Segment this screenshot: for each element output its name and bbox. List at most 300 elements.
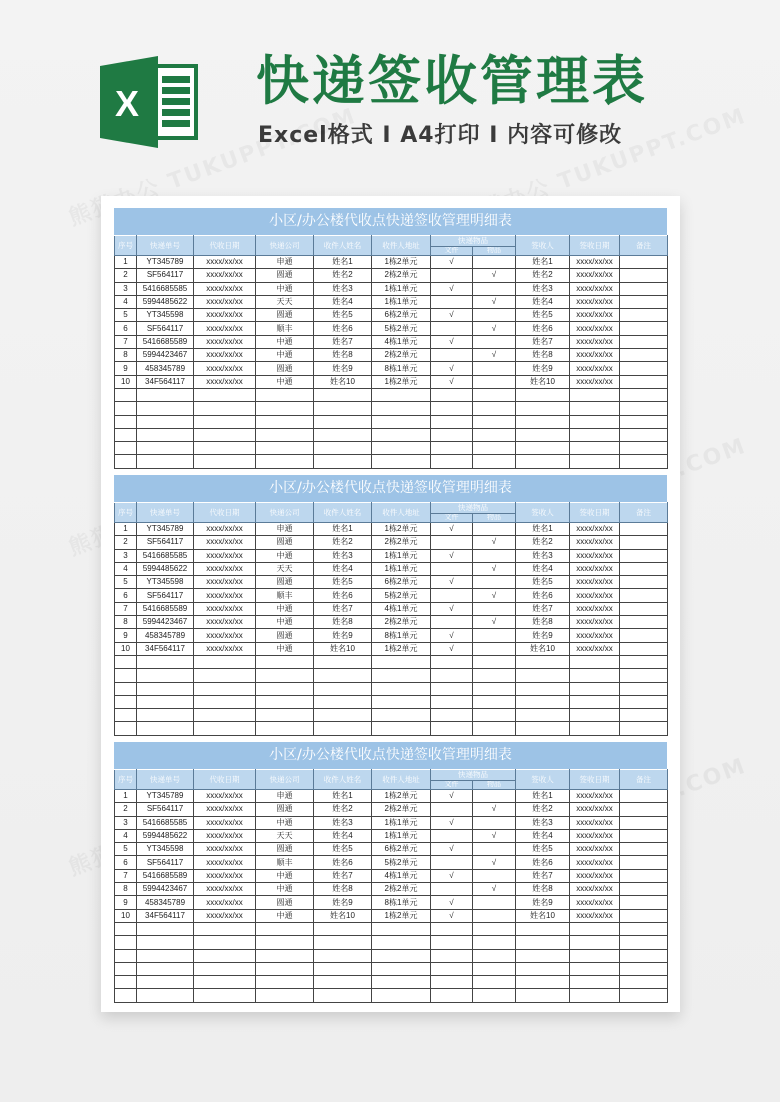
cell-sign-date-empty[interactable]: [570, 709, 620, 722]
cell-seq-empty[interactable]: [115, 455, 137, 468]
cell-document-check[interactable]: √: [431, 790, 473, 803]
cell-signer-empty[interactable]: [516, 709, 570, 722]
cell-tracking-no[interactable]: YT345789: [137, 256, 194, 269]
cell-remark[interactable]: [620, 856, 668, 869]
cell-recipient-name-empty[interactable]: [314, 976, 372, 989]
cell-receive-date[interactable]: xxxx/xx/xx: [194, 642, 256, 655]
cell-document-check[interactable]: √: [431, 602, 473, 615]
cell-courier[interactable]: 天天: [256, 829, 314, 842]
cell-signer[interactable]: 姓名6: [516, 589, 570, 602]
cell-remark[interactable]: [620, 883, 668, 896]
cell-seq[interactable]: 4: [115, 295, 137, 308]
cell-tracking-no[interactable]: SF564117: [137, 589, 194, 602]
cell-courier[interactable]: 申通: [256, 256, 314, 269]
cell-remark[interactable]: [620, 816, 668, 829]
cell-seq[interactable]: 4: [115, 829, 137, 842]
cell-recipient-name[interactable]: 姓名2: [314, 269, 372, 282]
cell-signer[interactable]: 姓名10: [516, 375, 570, 388]
cell-seq-empty[interactable]: [115, 442, 137, 455]
cell-signer[interactable]: 姓名5: [516, 843, 570, 856]
cell-seq-empty[interactable]: [115, 989, 137, 1002]
cell-document-check[interactable]: √: [431, 523, 473, 536]
cell-sign-date-empty[interactable]: [570, 669, 620, 682]
cell-recipient-address-empty[interactable]: [372, 962, 431, 975]
cell-sign-date-empty[interactable]: [570, 402, 620, 415]
cell-recipient-name-empty[interactable]: [314, 709, 372, 722]
cell-signer-empty[interactable]: [516, 949, 570, 962]
cell-remark-empty[interactable]: [620, 415, 668, 428]
cell-courier[interactable]: 圆通: [256, 576, 314, 589]
cell-signer-empty[interactable]: [516, 428, 570, 441]
cell-remark-empty[interactable]: [620, 695, 668, 708]
cell-sign-date-empty[interactable]: [570, 922, 620, 935]
cell-sign-date[interactable]: xxxx/xx/xx: [570, 309, 620, 322]
cell-tracking-no-empty[interactable]: [137, 388, 194, 401]
cell-recipient-address[interactable]: 2栋2单元: [372, 616, 431, 629]
cell-remark[interactable]: [620, 642, 668, 655]
cell-courier-empty[interactable]: [256, 936, 314, 949]
cell-receive-date[interactable]: xxxx/xx/xx: [194, 816, 256, 829]
cell-seq[interactable]: 9: [115, 362, 137, 375]
cell-remark[interactable]: [620, 869, 668, 882]
cell-tracking-no[interactable]: 34F564117: [137, 909, 194, 922]
cell-receive-date[interactable]: xxxx/xx/xx: [194, 322, 256, 335]
cell-courier[interactable]: 顺丰: [256, 856, 314, 869]
cell-recipient-name[interactable]: 姓名7: [314, 869, 372, 882]
cell-remark-empty[interactable]: [620, 989, 668, 1002]
cell-recipient-address[interactable]: 4栋1单元: [372, 869, 431, 882]
cell-seq[interactable]: 3: [115, 816, 137, 829]
cell-courier[interactable]: 圆通: [256, 843, 314, 856]
cell-remark[interactable]: [620, 375, 668, 388]
cell-goods-check-empty[interactable]: [473, 669, 516, 682]
cell-goods-check[interactable]: √: [473, 562, 516, 575]
cell-receive-date-empty[interactable]: [194, 695, 256, 708]
cell-courier[interactable]: 中通: [256, 909, 314, 922]
cell-signer[interactable]: 姓名4: [516, 295, 570, 308]
cell-recipient-name[interactable]: 姓名10: [314, 642, 372, 655]
cell-document-check[interactable]: [431, 856, 473, 869]
cell-recipient-address[interactable]: 2栋2单元: [372, 803, 431, 816]
cell-remark-empty[interactable]: [620, 682, 668, 695]
cell-goods-check[interactable]: √: [473, 295, 516, 308]
cell-remark[interactable]: [620, 803, 668, 816]
cell-signer[interactable]: 姓名5: [516, 576, 570, 589]
cell-sign-date[interactable]: xxxx/xx/xx: [570, 642, 620, 655]
cell-sign-date[interactable]: xxxx/xx/xx: [570, 629, 620, 642]
cell-goods-check-empty[interactable]: [473, 722, 516, 735]
cell-signer[interactable]: 姓名1: [516, 523, 570, 536]
cell-recipient-address[interactable]: 4栋1单元: [372, 335, 431, 348]
cell-signer[interactable]: 姓名6: [516, 322, 570, 335]
cell-document-check[interactable]: [431, 295, 473, 308]
cell-goods-check-empty[interactable]: [473, 428, 516, 441]
cell-seq-empty[interactable]: [115, 428, 137, 441]
cell-remark[interactable]: [620, 282, 668, 295]
cell-goods-check[interactable]: [473, 602, 516, 615]
cell-signer-empty[interactable]: [516, 962, 570, 975]
cell-remark-empty[interactable]: [620, 962, 668, 975]
cell-tracking-no-empty[interactable]: [137, 655, 194, 668]
cell-courier-empty[interactable]: [256, 962, 314, 975]
cell-recipient-name[interactable]: 姓名9: [314, 362, 372, 375]
cell-goods-check-empty[interactable]: [473, 989, 516, 1002]
cell-seq[interactable]: 1: [115, 256, 137, 269]
cell-remark[interactable]: [620, 322, 668, 335]
cell-document-check[interactable]: [431, 803, 473, 816]
cell-signer[interactable]: 姓名3: [516, 282, 570, 295]
cell-courier-empty[interactable]: [256, 388, 314, 401]
cell-receive-date[interactable]: xxxx/xx/xx: [194, 576, 256, 589]
cell-recipient-name-empty[interactable]: [314, 922, 372, 935]
cell-document-check[interactable]: √: [431, 816, 473, 829]
cell-receive-date-empty[interactable]: [194, 402, 256, 415]
cell-signer[interactable]: 姓名8: [516, 616, 570, 629]
cell-sign-date[interactable]: xxxx/xx/xx: [570, 562, 620, 575]
cell-goods-check[interactable]: [473, 896, 516, 909]
cell-tracking-no-empty[interactable]: [137, 962, 194, 975]
cell-remark-empty[interactable]: [620, 976, 668, 989]
cell-recipient-address-empty[interactable]: [372, 936, 431, 949]
cell-sign-date-empty[interactable]: [570, 415, 620, 428]
cell-document-check-empty[interactable]: [431, 669, 473, 682]
cell-recipient-name[interactable]: 姓名8: [314, 616, 372, 629]
cell-sign-date[interactable]: xxxx/xx/xx: [570, 909, 620, 922]
cell-courier-empty[interactable]: [256, 442, 314, 455]
cell-recipient-address-empty[interactable]: [372, 722, 431, 735]
cell-recipient-address[interactable]: 1栋2单元: [372, 523, 431, 536]
cell-document-check[interactable]: √: [431, 362, 473, 375]
cell-receive-date[interactable]: xxxx/xx/xx: [194, 843, 256, 856]
cell-seq-empty[interactable]: [115, 936, 137, 949]
cell-recipient-address-empty[interactable]: [372, 976, 431, 989]
cell-remark-empty[interactable]: [620, 442, 668, 455]
cell-signer[interactable]: 姓名7: [516, 335, 570, 348]
cell-sign-date[interactable]: xxxx/xx/xx: [570, 256, 620, 269]
cell-recipient-name[interactable]: 姓名6: [314, 589, 372, 602]
cell-remark-empty[interactable]: [620, 922, 668, 935]
cell-sign-date-empty[interactable]: [570, 388, 620, 401]
cell-recipient-name-empty[interactable]: [314, 722, 372, 735]
cell-recipient-name[interactable]: 姓名8: [314, 883, 372, 896]
cell-recipient-address[interactable]: 5栋2单元: [372, 856, 431, 869]
cell-sign-date[interactable]: xxxx/xx/xx: [570, 869, 620, 882]
cell-seq[interactable]: 5: [115, 576, 137, 589]
cell-remark-empty[interactable]: [620, 722, 668, 735]
cell-signer-empty[interactable]: [516, 682, 570, 695]
cell-document-check[interactable]: [431, 349, 473, 362]
cell-goods-check[interactable]: [473, 816, 516, 829]
cell-recipient-name[interactable]: 姓名2: [314, 536, 372, 549]
cell-sign-date[interactable]: xxxx/xx/xx: [570, 335, 620, 348]
cell-document-check-empty[interactable]: [431, 388, 473, 401]
cell-recipient-name-empty[interactable]: [314, 669, 372, 682]
cell-seq[interactable]: 8: [115, 349, 137, 362]
cell-receive-date[interactable]: xxxx/xx/xx: [194, 549, 256, 562]
cell-goods-check-empty[interactable]: [473, 442, 516, 455]
cell-courier[interactable]: 中通: [256, 602, 314, 615]
cell-receive-date[interactable]: xxxx/xx/xx: [194, 562, 256, 575]
cell-remark[interactable]: [620, 602, 668, 615]
cell-signer[interactable]: 姓名3: [516, 816, 570, 829]
cell-goods-check[interactable]: [473, 523, 516, 536]
cell-courier[interactable]: 圆通: [256, 803, 314, 816]
cell-sign-date-empty[interactable]: [570, 682, 620, 695]
cell-courier-empty[interactable]: [256, 655, 314, 668]
cell-goods-check[interactable]: √: [473, 856, 516, 869]
cell-tracking-no[interactable]: SF564117: [137, 856, 194, 869]
cell-receive-date-empty[interactable]: [194, 669, 256, 682]
cell-document-check-empty[interactable]: [431, 655, 473, 668]
cell-goods-check[interactable]: √: [473, 322, 516, 335]
cell-sign-date[interactable]: xxxx/xx/xx: [570, 589, 620, 602]
cell-document-check-empty[interactable]: [431, 936, 473, 949]
cell-sign-date-empty[interactable]: [570, 455, 620, 468]
cell-goods-check-empty[interactable]: [473, 709, 516, 722]
cell-document-check[interactable]: √: [431, 282, 473, 295]
cell-tracking-no[interactable]: SF564117: [137, 322, 194, 335]
cell-tracking-no[interactable]: 5416685589: [137, 335, 194, 348]
cell-signer[interactable]: 姓名2: [516, 269, 570, 282]
cell-goods-check[interactable]: √: [473, 349, 516, 362]
cell-courier-empty[interactable]: [256, 695, 314, 708]
cell-signer[interactable]: 姓名5: [516, 309, 570, 322]
cell-courier-empty[interactable]: [256, 669, 314, 682]
cell-receive-date[interactable]: xxxx/xx/xx: [194, 616, 256, 629]
cell-document-check[interactable]: √: [431, 869, 473, 882]
cell-document-check[interactable]: √: [431, 576, 473, 589]
cell-sign-date[interactable]: xxxx/xx/xx: [570, 829, 620, 842]
cell-receive-date[interactable]: xxxx/xx/xx: [194, 896, 256, 909]
cell-goods-check[interactable]: [473, 309, 516, 322]
cell-document-check[interactable]: √: [431, 309, 473, 322]
cell-document-check[interactable]: √: [431, 909, 473, 922]
cell-recipient-name[interactable]: 姓名4: [314, 295, 372, 308]
cell-seq[interactable]: 10: [115, 909, 137, 922]
cell-sign-date-empty[interactable]: [570, 936, 620, 949]
cell-goods-check[interactable]: [473, 869, 516, 882]
cell-remark-empty[interactable]: [620, 669, 668, 682]
cell-goods-check[interactable]: [473, 629, 516, 642]
cell-courier[interactable]: 顺丰: [256, 322, 314, 335]
cell-sign-date[interactable]: xxxx/xx/xx: [570, 576, 620, 589]
cell-recipient-address-empty[interactable]: [372, 415, 431, 428]
cell-sign-date-empty[interactable]: [570, 976, 620, 989]
cell-courier[interactable]: 中通: [256, 375, 314, 388]
cell-remark[interactable]: [620, 843, 668, 856]
cell-recipient-address[interactable]: 2栋2单元: [372, 349, 431, 362]
cell-tracking-no[interactable]: 5416685589: [137, 869, 194, 882]
cell-recipient-name[interactable]: 姓名9: [314, 629, 372, 642]
cell-seq-empty[interactable]: [115, 722, 137, 735]
cell-seq-empty[interactable]: [115, 695, 137, 708]
cell-recipient-name-empty[interactable]: [314, 949, 372, 962]
cell-recipient-address[interactable]: 5栋2单元: [372, 322, 431, 335]
cell-document-check-empty[interactable]: [431, 415, 473, 428]
cell-goods-check-empty[interactable]: [473, 655, 516, 668]
cell-receive-date[interactable]: xxxx/xx/xx: [194, 790, 256, 803]
cell-tracking-no-empty[interactable]: [137, 722, 194, 735]
cell-seq[interactable]: 8: [115, 616, 137, 629]
cell-recipient-address[interactable]: 1栋2单元: [372, 642, 431, 655]
cell-document-check[interactable]: [431, 322, 473, 335]
cell-tracking-no-empty[interactable]: [137, 682, 194, 695]
cell-goods-check[interactable]: [473, 549, 516, 562]
cell-remark[interactable]: [620, 295, 668, 308]
cell-recipient-address-empty[interactable]: [372, 669, 431, 682]
cell-receive-date[interactable]: xxxx/xx/xx: [194, 629, 256, 642]
cell-recipient-name-empty[interactable]: [314, 455, 372, 468]
cell-tracking-no[interactable]: YT345789: [137, 523, 194, 536]
cell-recipient-name[interactable]: 姓名8: [314, 349, 372, 362]
cell-remark-empty[interactable]: [620, 428, 668, 441]
cell-courier[interactable]: 圆通: [256, 536, 314, 549]
cell-signer-empty[interactable]: [516, 976, 570, 989]
cell-recipient-name[interactable]: 姓名4: [314, 562, 372, 575]
cell-recipient-address[interactable]: 1栋2单元: [372, 790, 431, 803]
cell-recipient-name-empty[interactable]: [314, 655, 372, 668]
cell-courier[interactable]: 中通: [256, 816, 314, 829]
cell-tracking-no-empty[interactable]: [137, 415, 194, 428]
cell-recipient-address[interactable]: 1栋1单元: [372, 562, 431, 575]
cell-tracking-no-empty[interactable]: [137, 402, 194, 415]
cell-seq[interactable]: 3: [115, 282, 137, 295]
cell-recipient-address[interactable]: 2栋2单元: [372, 536, 431, 549]
cell-seq-empty[interactable]: [115, 922, 137, 935]
cell-signer[interactable]: 姓名8: [516, 349, 570, 362]
cell-courier[interactable]: 天天: [256, 295, 314, 308]
cell-remark[interactable]: [620, 616, 668, 629]
cell-courier[interactable]: 中通: [256, 616, 314, 629]
cell-recipient-name-empty[interactable]: [314, 442, 372, 455]
cell-sign-date[interactable]: xxxx/xx/xx: [570, 349, 620, 362]
cell-goods-check[interactable]: √: [473, 536, 516, 549]
cell-courier-empty[interactable]: [256, 682, 314, 695]
cell-recipient-name[interactable]: 姓名1: [314, 523, 372, 536]
cell-courier-empty[interactable]: [256, 455, 314, 468]
cell-signer[interactable]: 姓名2: [516, 536, 570, 549]
cell-goods-check[interactable]: √: [473, 269, 516, 282]
cell-signer[interactable]: 姓名9: [516, 896, 570, 909]
cell-signer[interactable]: 姓名10: [516, 909, 570, 922]
cell-remark[interactable]: [620, 335, 668, 348]
cell-recipient-name[interactable]: 姓名10: [314, 909, 372, 922]
cell-goods-check-empty[interactable]: [473, 402, 516, 415]
cell-document-check[interactable]: √: [431, 896, 473, 909]
cell-recipient-name[interactable]: 姓名7: [314, 335, 372, 348]
cell-courier-empty[interactable]: [256, 428, 314, 441]
cell-tracking-no-empty[interactable]: [137, 442, 194, 455]
cell-tracking-no[interactable]: 5994485622: [137, 562, 194, 575]
cell-receive-date[interactable]: xxxx/xx/xx: [194, 295, 256, 308]
cell-goods-check-empty[interactable]: [473, 976, 516, 989]
cell-seq[interactable]: 1: [115, 790, 137, 803]
cell-remark[interactable]: [620, 256, 668, 269]
cell-recipient-name[interactable]: 姓名5: [314, 576, 372, 589]
cell-seq[interactable]: 2: [115, 803, 137, 816]
cell-receive-date-empty[interactable]: [194, 922, 256, 935]
cell-courier[interactable]: 中通: [256, 869, 314, 882]
cell-recipient-address[interactable]: 1栋1单元: [372, 549, 431, 562]
cell-seq[interactable]: 9: [115, 896, 137, 909]
cell-signer-empty[interactable]: [516, 655, 570, 668]
cell-document-check[interactable]: √: [431, 642, 473, 655]
cell-document-check[interactable]: [431, 536, 473, 549]
cell-remark[interactable]: [620, 562, 668, 575]
cell-receive-date-empty[interactable]: [194, 949, 256, 962]
cell-receive-date[interactable]: xxxx/xx/xx: [194, 375, 256, 388]
cell-receive-date-empty[interactable]: [194, 989, 256, 1002]
cell-goods-check-empty[interactable]: [473, 388, 516, 401]
cell-receive-date[interactable]: xxxx/xx/xx: [194, 256, 256, 269]
cell-receive-date[interactable]: xxxx/xx/xx: [194, 523, 256, 536]
cell-receive-date[interactable]: xxxx/xx/xx: [194, 883, 256, 896]
cell-recipient-name[interactable]: 姓名2: [314, 803, 372, 816]
cell-goods-check[interactable]: [473, 909, 516, 922]
cell-receive-date-empty[interactable]: [194, 936, 256, 949]
cell-document-check[interactable]: √: [431, 549, 473, 562]
cell-seq-empty[interactable]: [115, 682, 137, 695]
cell-tracking-no[interactable]: 34F564117: [137, 375, 194, 388]
cell-recipient-name[interactable]: 姓名6: [314, 856, 372, 869]
cell-signer[interactable]: 姓名6: [516, 856, 570, 869]
cell-remark[interactable]: [620, 576, 668, 589]
cell-receive-date-empty[interactable]: [194, 415, 256, 428]
cell-recipient-name[interactable]: 姓名10: [314, 375, 372, 388]
cell-receive-date[interactable]: xxxx/xx/xx: [194, 335, 256, 348]
cell-goods-check[interactable]: √: [473, 829, 516, 842]
cell-recipient-address[interactable]: 1栋2单元: [372, 375, 431, 388]
cell-tracking-no[interactable]: 5994423467: [137, 616, 194, 629]
cell-signer-empty[interactable]: [516, 922, 570, 935]
cell-remark[interactable]: [620, 523, 668, 536]
cell-signer[interactable]: 姓名10: [516, 642, 570, 655]
cell-seq-empty[interactable]: [115, 962, 137, 975]
cell-goods-check-empty[interactable]: [473, 922, 516, 935]
cell-receive-date[interactable]: xxxx/xx/xx: [194, 602, 256, 615]
cell-seq[interactable]: 5: [115, 843, 137, 856]
cell-signer-empty[interactable]: [516, 415, 570, 428]
cell-signer[interactable]: 姓名2: [516, 803, 570, 816]
cell-remark-empty[interactable]: [620, 655, 668, 668]
cell-receive-date[interactable]: xxxx/xx/xx: [194, 589, 256, 602]
cell-courier[interactable]: 申通: [256, 523, 314, 536]
cell-tracking-no[interactable]: 458345789: [137, 629, 194, 642]
cell-seq[interactable]: 3: [115, 549, 137, 562]
cell-seq-empty[interactable]: [115, 655, 137, 668]
cell-receive-date-empty[interactable]: [194, 709, 256, 722]
cell-sign-date-empty[interactable]: [570, 989, 620, 1002]
cell-recipient-address-empty[interactable]: [372, 709, 431, 722]
cell-seq[interactable]: 4: [115, 562, 137, 575]
cell-tracking-no-empty[interactable]: [137, 695, 194, 708]
cell-seq[interactable]: 2: [115, 269, 137, 282]
cell-recipient-name[interactable]: 姓名3: [314, 282, 372, 295]
cell-sign-date[interactable]: xxxx/xx/xx: [570, 616, 620, 629]
cell-signer[interactable]: 姓名1: [516, 256, 570, 269]
cell-recipient-address[interactable]: 8栋1单元: [372, 362, 431, 375]
cell-remark[interactable]: [620, 896, 668, 909]
cell-signer[interactable]: 姓名7: [516, 602, 570, 615]
cell-document-check[interactable]: [431, 829, 473, 842]
cell-courier-empty[interactable]: [256, 402, 314, 415]
cell-recipient-name-empty[interactable]: [314, 428, 372, 441]
cell-sign-date-empty[interactable]: [570, 949, 620, 962]
cell-remark-empty[interactable]: [620, 388, 668, 401]
cell-recipient-name[interactable]: 姓名5: [314, 309, 372, 322]
cell-goods-check[interactable]: √: [473, 803, 516, 816]
cell-courier-empty[interactable]: [256, 922, 314, 935]
